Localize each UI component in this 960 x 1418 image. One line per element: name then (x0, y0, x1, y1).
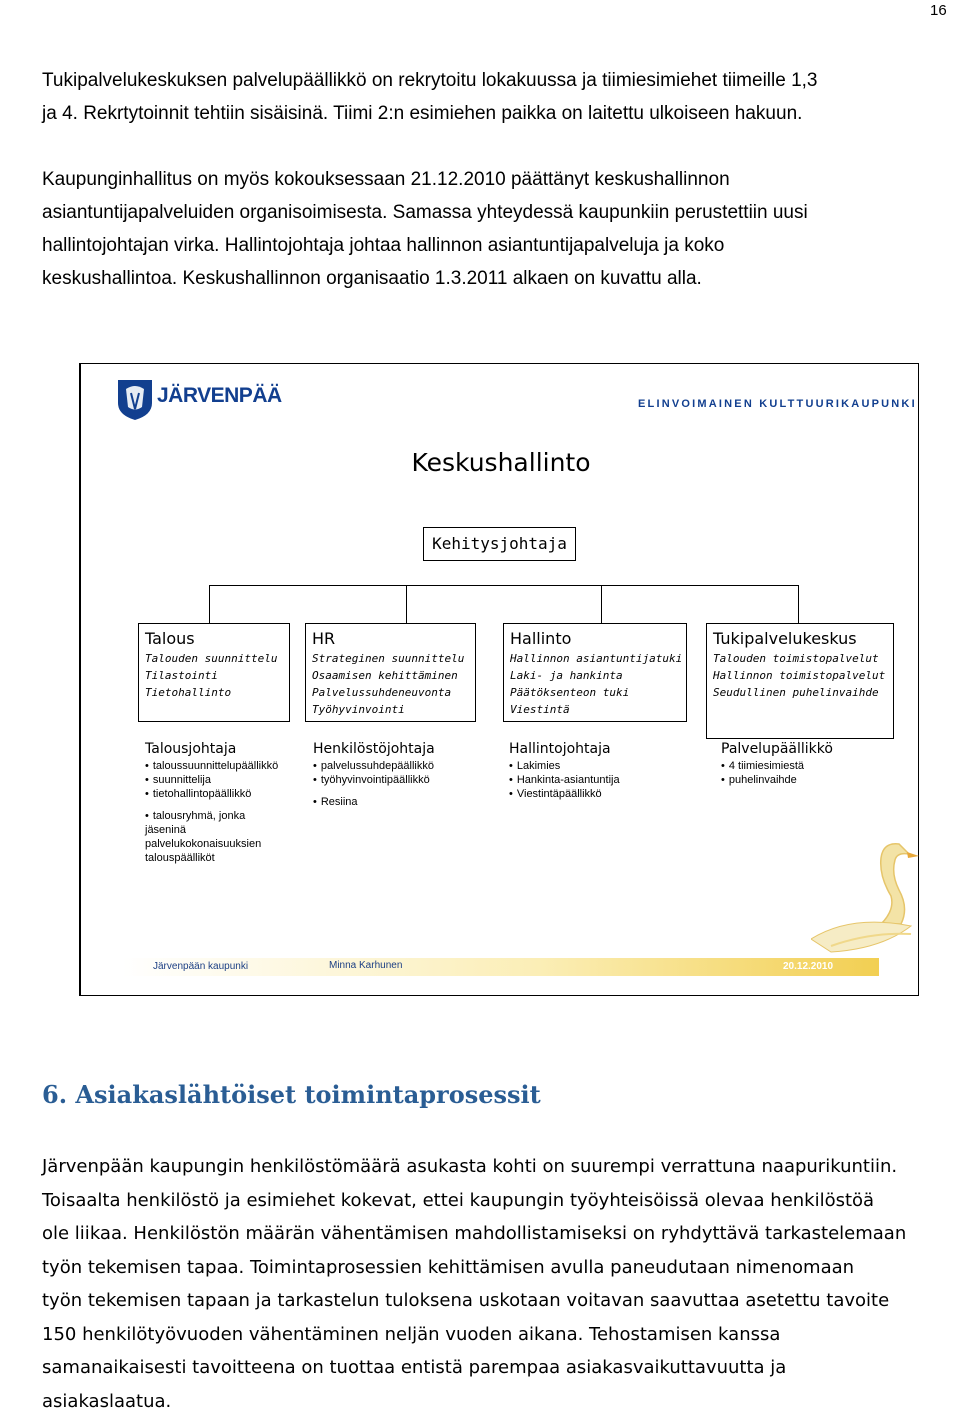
footer-text-layer (123, 958, 879, 976)
role-head: Henkilöstöjohtaja (313, 739, 435, 759)
body-line: 150 henkilötyövuoden vähentäminen neljän vuoden aikana. Tehostamisen kanssa (42, 1318, 958, 1352)
department-task: Työhyvinvointi (312, 701, 469, 718)
department-task: Osaamisen kehittäminen (312, 667, 469, 684)
role-column-hr (313, 739, 435, 809)
footer-org: Järvenpään kaupunki (153, 961, 248, 972)
body-line: työn tekemisen tapaa. Toimintaprosessien kehittämisen avulla paneudutaan nimenomaan (42, 1251, 958, 1285)
role-head: Talousjohtaja (145, 739, 278, 759)
city-logo-text: JÄRVENPÄÄ (157, 384, 282, 408)
connector-line (209, 585, 798, 586)
role-note: palvelukokonaisuuksien (145, 837, 278, 851)
footer-date: 20.12.2010 (783, 961, 833, 972)
intro-line (42, 130, 942, 163)
intro-line: hallintojohtajan virka. Hallintojohtaja johtaa hallinnon asiantuntijapalveluja ja koko (42, 229, 942, 262)
section-title: Asiakaslähtöiset toimintaprosessit (75, 1080, 540, 1109)
page-number: 16 (930, 2, 947, 19)
city-crest-icon (117, 379, 153, 421)
body-line: samanaikaisesti tavoitteena on tuottaa entistä parempaa asiakasvaikuttavuutta ja (42, 1351, 958, 1385)
footer-author: Minna Karhunen (329, 960, 402, 971)
connector-line (798, 585, 799, 623)
department-box-hallinto (503, 623, 687, 722)
department-task: Hallinnon asiantuntijatuki (510, 650, 680, 667)
intro-line: Kaupunginhallitus on myös kokouksessaan 21.12.2010 päättänyt keskushallinnon (42, 163, 942, 196)
department-name: Talous (145, 628, 283, 650)
department-task: Seudullinen puhelinvaihde (713, 684, 887, 701)
department-name: Hallinto (510, 628, 680, 650)
body-line: Järvenpään kaupungin henkilöstömäärä asukasta kohti on suurempi verrattuna naapurikuntiin. (42, 1150, 958, 1184)
role-item: • Viestintäpäällikkö (509, 787, 620, 801)
department-task: Talouden toimistopalvelut (713, 650, 887, 667)
role-note: jäseninä (145, 823, 278, 837)
department-box-talous (138, 623, 290, 722)
intro-line: Tukipalvelukeskuksen palvelupäällikkö on rekrytoitu lokakuussa ja tiimiesimiehet tiimeille 1,3 (42, 64, 942, 97)
body-line: ole liikaa. Henkilöstön määrän vähentämisen mahdollistamiseksi on ryhdyttävä tarkastelemaan (42, 1217, 958, 1251)
role-column-tukipalvelukeskus (721, 739, 833, 787)
intro-line: ja 4. Rekrtytoinnit tehtiin sisäisinä. Tiimi 2:n esimiehen paikka on laitettu ulkoiseen hakuun. (42, 97, 942, 130)
body-paragraph (42, 1150, 958, 1418)
department-task: Palvelussuhdeneuvonta (312, 684, 469, 701)
intro-paragraph (42, 64, 942, 295)
role-column-hallinto (509, 739, 620, 801)
role-item: • palvelussuhdepäällikkö (313, 759, 435, 773)
role-column-talous (145, 739, 278, 865)
department-task: Viestintä (510, 701, 680, 718)
department-name: Tukipalvelukeskus (713, 628, 887, 650)
chart-title: Keskushallinto (81, 448, 921, 477)
department-task: Hallinnon toimistopalvelut (713, 667, 887, 684)
department-task: Tietohallinto (145, 684, 283, 701)
intro-line: keskushallintoa. Keskushallinnon organisaatio 1.3.2011 alkaen on kuvattu alla. (42, 262, 942, 295)
intro-line: asiantuntijapalveluiden organisoimisesta. Samassa yhteydessä kaupunkiin perustettiin uusi (42, 196, 942, 229)
department-name: HR (312, 628, 469, 650)
connector-line (601, 585, 602, 623)
role-item: • Resiina (313, 795, 435, 809)
department-task: Strateginen suunnittelu (312, 650, 469, 667)
department-task: Laki- ja hankinta (510, 667, 680, 684)
role-item: • työhyvinvointipäällikkö (313, 773, 435, 787)
body-line: asiakaslaatua. (42, 1385, 958, 1418)
lead-box: Kehitysjohtaja (423, 527, 576, 561)
department-task: Talouden suunnittelu (145, 650, 283, 667)
connector-line (406, 585, 407, 623)
department-task: Päätöksenteon tuki (510, 684, 680, 701)
role-note: talouspäälliköt (145, 851, 278, 865)
role-item: • Lakimies (509, 759, 620, 773)
department-task: Tilastointi (145, 667, 283, 684)
role-head: Hallintojohtaja (509, 739, 620, 759)
org-chart-slide (79, 363, 919, 996)
role-item: • Hankinta-asiantuntija (509, 773, 620, 787)
body-line: Toisaalta henkilöstö ja esimiehet kokevat, ettei kaupungin työyhteisöissä olevaa henkilöstöä (42, 1184, 958, 1218)
swan-illustration-icon (811, 834, 921, 959)
section-number: 6. (42, 1080, 67, 1109)
role-head: Palvelupäällikkö (721, 739, 833, 759)
role-item: • puhelinvaihde (721, 773, 833, 787)
section-heading (42, 1080, 541, 1109)
city-slogan: ELINVOIMAINEN KULTTUURIKAUPUNKI (638, 398, 917, 410)
role-item: • 4 tiimiesimiestä (721, 759, 833, 773)
connector-line (209, 585, 210, 623)
department-box-tukipalvelukeskus (706, 623, 894, 739)
role-item: • suunnittelija (145, 773, 278, 787)
department-box-hr (305, 623, 476, 722)
role-item: • talousryhmä, jonka (145, 809, 278, 823)
role-item: • tietohallintopäällikkö (145, 787, 278, 801)
body-line: työn tekemisen tapaan ja tarkastelun tuloksena uskotaan voitavan saavuttaa asetettu tavoite (42, 1284, 958, 1318)
role-item: • taloussuunnittelupäällikkö (145, 759, 278, 773)
